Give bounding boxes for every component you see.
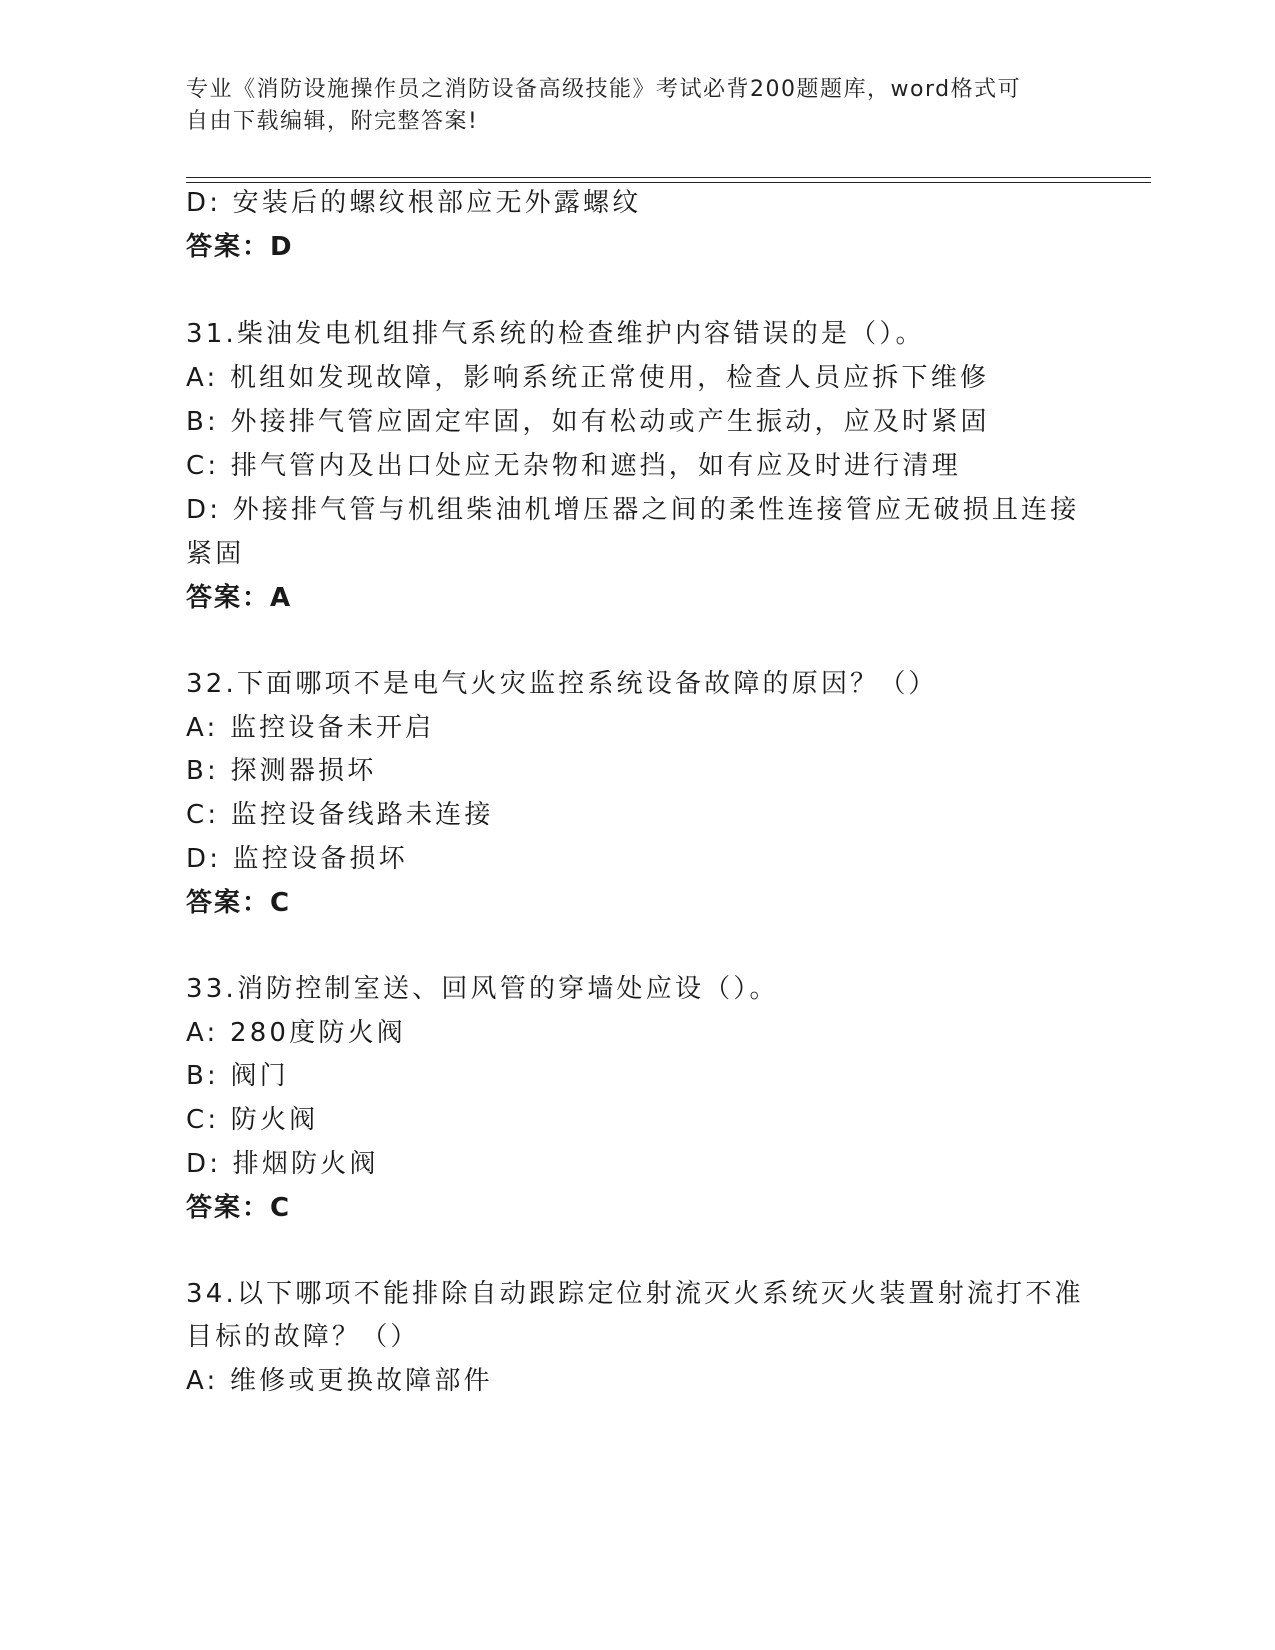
q33-option-a: A: 280度防火阀 — [186, 1018, 406, 1048]
q31-option-a: A: 机组如发现故障，影响系统正常使用，检查人员应拆下维修 — [186, 363, 990, 393]
header-line-1: 专业《消防设施操作员之消防设备高级技能》考试必背200题题库，word格式可 — [186, 77, 1022, 102]
q31-option-b: B: 外接排气管应固定牢固，如有松动或产生振动，应及时紧固 — [186, 407, 990, 437]
q32-answer: 答案：C — [186, 888, 292, 918]
q33-answer: 答案：C — [186, 1193, 292, 1223]
header-divider-bottom — [186, 182, 1151, 183]
q32-option-c: C: 监控设备线路未连接 — [186, 800, 494, 830]
q33-question: 33.消防控制室送、回风管的穿墙处应设（）。 — [186, 974, 779, 1004]
header-divider-top — [186, 177, 1151, 178]
q33-option-b: B: 阀门 — [186, 1061, 289, 1091]
q32-option-b: B: 探测器损坏 — [186, 756, 377, 786]
document-header — [186, 74, 1086, 138]
q31-answer: 答案：A — [186, 583, 293, 613]
q34-question-continued: 目标的故障？（） — [186, 1322, 420, 1352]
prev-option-d: D: 安装后的螺纹根部应无外露螺纹 — [186, 188, 642, 218]
q32-question: 32.下面哪项不是电气火灾监控系统设备故障的原因？（） — [186, 669, 938, 699]
q31-option-d: D: 外接排气管与机组柴油机增压器之间的柔性连接管应无破损且连接 — [186, 495, 1080, 525]
q31-option-d-continued: 紧固 — [186, 539, 245, 569]
q32-option-d: D: 监控设备损坏 — [186, 844, 408, 874]
q31-option-c: C: 排气管内及出口处应无杂物和遮挡，如有应及时进行清理 — [186, 451, 961, 481]
prev-answer: 答案：D — [186, 232, 294, 262]
q34-option-a: A: 维修或更换故障部件 — [186, 1366, 493, 1396]
q32-option-a: A: 监控设备未开启 — [186, 713, 435, 743]
q34-question: 34.以下哪项不能排除自动跟踪定位射流灭火系统灭火装置射流打不准 — [186, 1279, 1084, 1309]
q33-option-c: C: 防火阀 — [186, 1105, 319, 1135]
q33-option-d: D: 排烟防火阀 — [186, 1149, 379, 1179]
q31-question: 31.柴油发电机组排气系统的检查维护内容错误的是（）。 — [186, 319, 925, 349]
header-line-2: 自由下载编辑，附完整答案! — [186, 109, 479, 134]
